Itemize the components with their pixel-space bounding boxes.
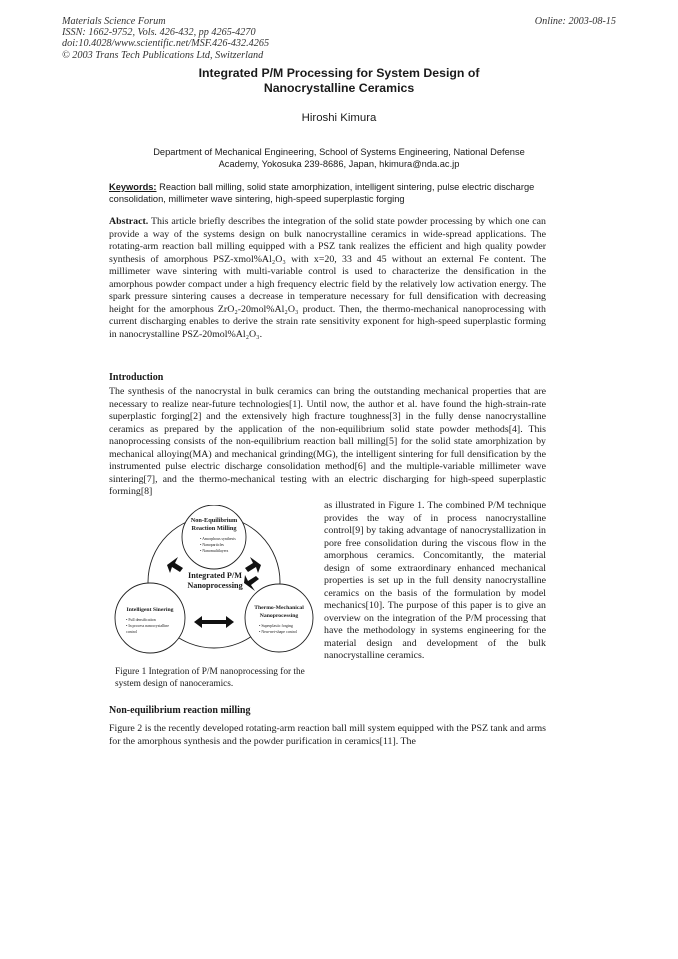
left-node-item: • In process nanocrystalline	[126, 624, 169, 628]
top-node-item: • Amorphous synthesis	[200, 537, 236, 541]
right-node-item: • Near-net-shape control	[259, 630, 298, 634]
copyright-line: © 2003 Trans Tech Publications Ltd, Switzerland	[62, 49, 264, 61]
top-node-item: • Nanomultilayers	[200, 549, 229, 553]
keywords	[109, 181, 549, 205]
affiliation	[100, 146, 578, 170]
title-line-2: Nanocrystalline Ceramics	[263, 80, 415, 95]
center-label-1: Integrated P/M	[188, 571, 242, 580]
top-node-title-2: Reaction Milling	[191, 525, 237, 532]
double-arrow-left-icon	[167, 557, 183, 573]
keywords-label: Keywords:	[109, 182, 157, 192]
section-heading-reaction-milling: Non-equilibrium reaction milling	[109, 705, 251, 716]
abstract-text: This article briefly describes the integration of the solid state powder processing by which one can provide a way of the systems design on bulk nanocrystalline ceramics in wide-spread applications. The rotating-arm reaction ball milling equipped with a PSZ tank realizes the efficient and high quality powder synthesis of amorphous PSZ-xmol%Al₂O₃ with x=20, 33 and 45 without an external Fe content. The millimeter wave sintering with multi-variable control is used to characterize the densification in the amorphous powder compact under a high frequency electric field by the relatively low activation energy. The spark pressure sintering causes a decrease in temperature necessary for full densification with decreasing height for the amorphous ZrO₂-20mol%Al₂O₃ product. Then, the thermo-mechanical nanoprocessing with current discharging enables to derive the strain rate sensitivity exponent for high-speed superplastic forming in nanocrystalline PSZ-20mol%Al₂O₃.	[109, 216, 546, 340]
figure-1	[114, 505, 314, 659]
journal-name: Materials Science Forum	[62, 16, 166, 27]
affiliation-line-1: Department of Mechanical Engineering, School of Systems Engineering, National Defense	[153, 147, 525, 157]
right-node-title-2: Nanoprocessing	[259, 613, 299, 619]
left-node-item: control	[126, 630, 138, 634]
figure-1-caption: Figure 1 Integration of P/M nanoprocessing for the system design of nanoceramics.	[115, 667, 305, 690]
keywords-text: Reaction ball milling, solid state amorphization, intelligent sintering, pulse electric discharge consolidation, millimeter wave sintering, high-speed superplastic forging	[109, 182, 535, 205]
right-node-title-1: Thermo-Mechanical	[254, 605, 304, 611]
issn-line: ISSN: 1662-9752, Vols. 426-432, pp 4265-4270	[62, 27, 256, 39]
abstract	[109, 216, 546, 341]
left-node-item: • Full densification	[126, 618, 156, 622]
section-paragraph-reaction-milling: Figure 2 is the recently developed rotating-arm reaction ball mill system equipped with the PSZ tank and arms for the amorphous synthesis and the powder purification in ceramics[11]. The	[109, 723, 546, 747]
affiliation-line-2: Academy, Yokosuka 239-8686, Japan, hkimura@nda.ac.jp	[218, 159, 460, 170]
left-node-title: Intelligent Sinering	[126, 607, 174, 613]
figure-1-diagram	[114, 505, 314, 659]
top-node-title-1: Non-Equilibrium	[190, 517, 238, 524]
center-label-2: Nanoprocessing	[187, 581, 243, 590]
right-node-item: • Superplastic forging	[259, 624, 293, 628]
double-arrow-bottom-icon	[194, 616, 234, 628]
intro-right-column: as illustrated in Figure 1. The combined P/M technique provides the way of in process nanocrystalline control[9] by taking advantage of nanocrystallization in pore free consolidation during the viscous flow in the amorphous ceramics. Concomitantly, the material design of some extraordinary enhanced mechanical properties is set up in the full density nanocrystalline ceramics on the basis of the formulation by model mechanics[10]. The purpose of this paper is to give an overview on the integration of the P/M processing that have the methodology in systems engineering for the material design and development of the bulk nanocrystalline ceramics.	[324, 500, 546, 661]
double-arrow-right-icon	[244, 557, 261, 591]
intro-paragraph: The synthesis of the nanocrystal in bulk ceramics can bring the outstanding mechanical properties that are necessary to realize near-future technologies[1]. Until now, the author et al. have found the high-strain-rate superplastic forging[2] and the extensively high fracture toughness[3] in the fully dense nanocrystalline ceramics as prepared by the application of the non-equilibrium solid state powder methods[4]. This nanoprocessing consists of the non-equilibrium reaction ball milling[5] for the solid state amorphization by mechanical alloying(MA) and mechanical grinding(MG), the intelligent sintering for full densification by the instrumented pulse electric discharge consolidation method[6] and the multiple-variable millimeter wave sintering[7], and the thermo-mechanical testing with an electric discharging for high-speed superplastic forming[8]	[109, 386, 546, 497]
title-line-1: Integrated P/M Processing for System Design of	[198, 66, 480, 80]
abstract-label: Abstract.	[109, 216, 149, 227]
top-node-item: • Nanoparticles	[200, 543, 224, 547]
online-date: Online: 2003-08-15	[534, 16, 616, 27]
doi-line: doi:10.4028/www.scientific.net/MSF.426-432.4265	[62, 38, 270, 50]
author-name: Hiroshi Kimura	[301, 112, 377, 124]
intro-heading: Introduction	[109, 372, 164, 383]
paper-title	[0, 66, 678, 96]
journal-header	[62, 16, 269, 61]
